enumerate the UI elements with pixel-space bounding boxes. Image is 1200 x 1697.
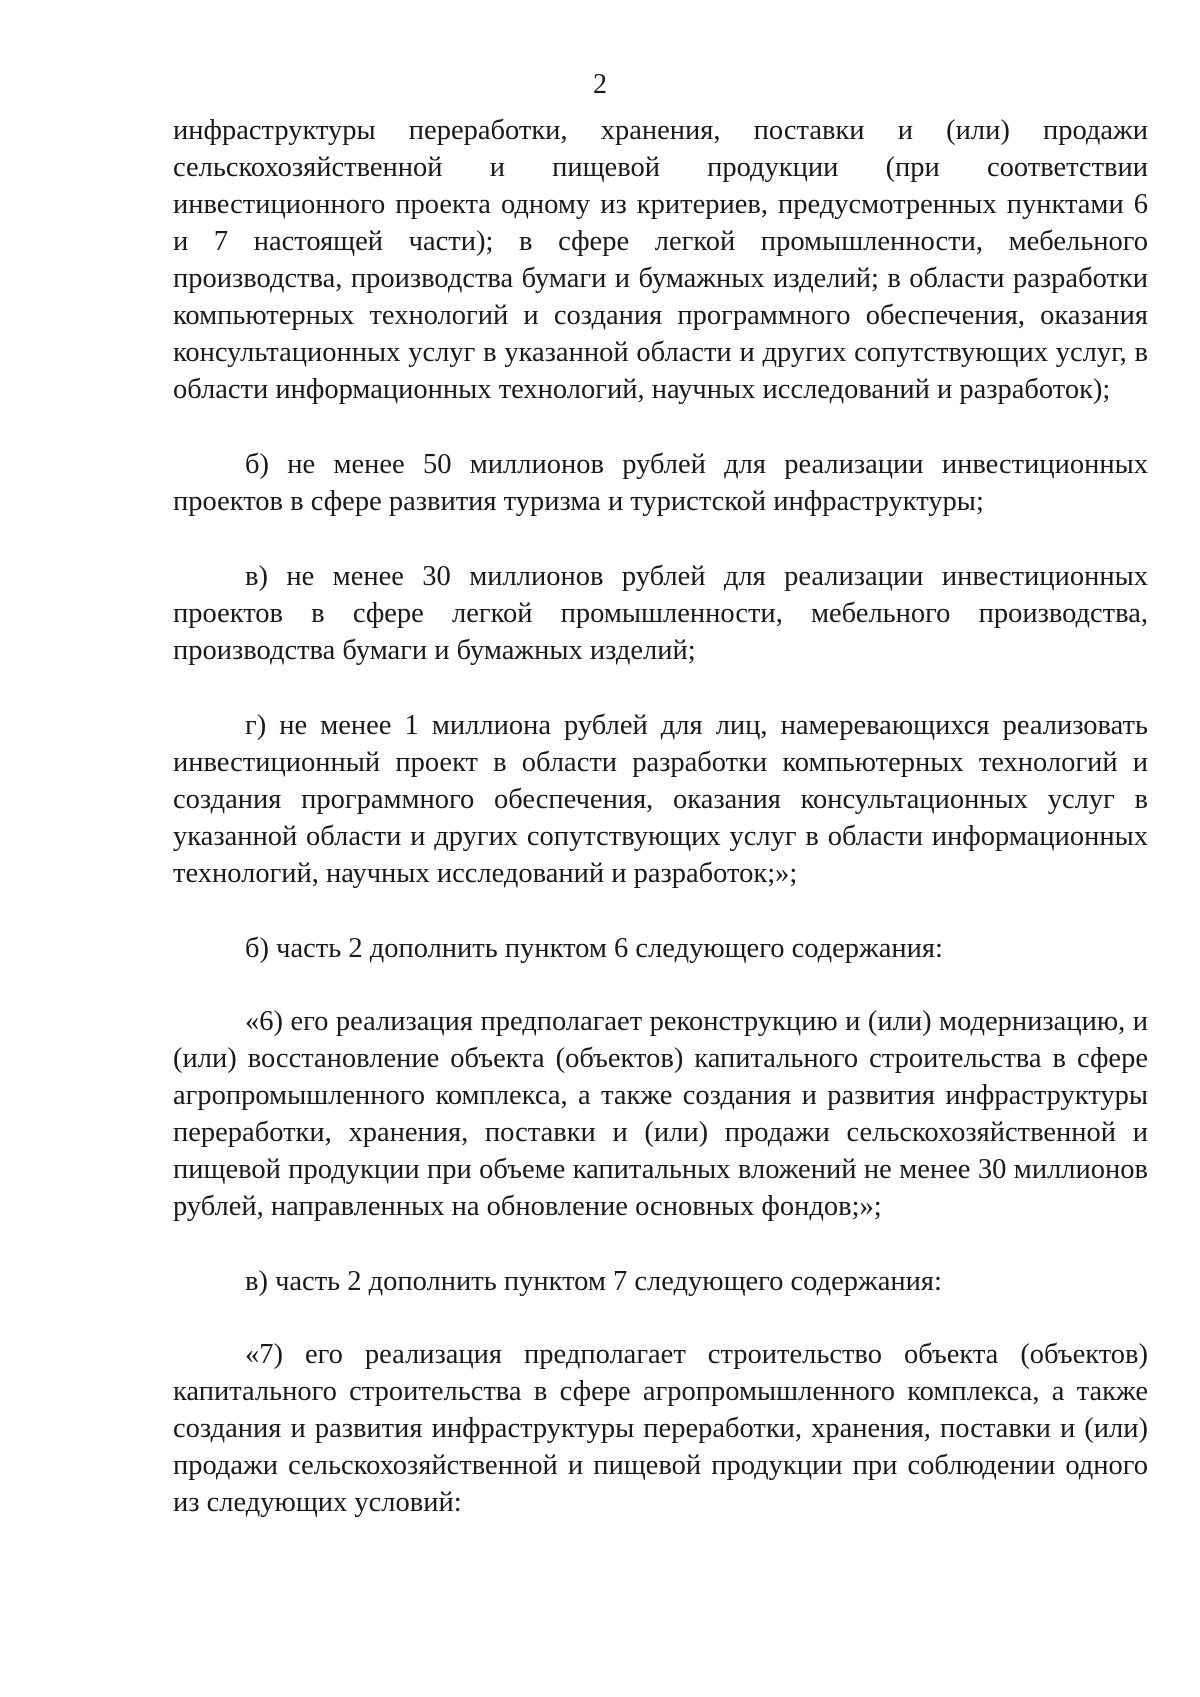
paragraph-item-b-tourism: б) не менее 50 миллионов рублей для реализации инвестиционных проектов в сфере развития туризма и туристской инфраструктуры; <box>173 449 1148 517</box>
paragraph-continuation: инфраструктуры переработки, хранения, поставки и (или) продажи сельскохозяйственной и пищевой продукции (при соответствии инвестиционного проекта одному из критериев, предусмотренных пунктами 6 и 7 настоящей части); в сфере легкой промышленности, мебельного производства, производства бумаги и бумажных изделий; в области разработки компьютерных технологий и создания программного обеспечения, оказания консультационных услуг в указанной области и других сопутствующих услуг, в области информационных технологий, научных исследований и разработок); <box>173 115 1148 405</box>
document-body <box>173 112 1148 1521</box>
paragraph-amendment-point-6: б) часть 2 дополнить пунктом 6 следующего содержания: <box>245 933 943 964</box>
page-number: 2 <box>593 69 607 100</box>
paragraph-item-g-it: г) не менее 1 миллиона рублей для лиц, намеревающихся реализовать инвестиционный проект в области разработки компьютерных технологий и создания программного обеспечения, оказания консультационных услуг в указанной области и других сопутствующих услуг в области информационных технологий, научных исследований и разработок;»; <box>173 710 1148 889</box>
paragraph-amendment-point-7: в) часть 2 дополнить пунктом 7 следующего содержания: <box>245 1266 942 1297</box>
paragraph-item-v-light-industry: в) не менее 30 миллионов рублей для реализации инвестиционных проектов в сфере легкой промышленности, мебельного производства, производства бумаги и бумажных изделий; <box>173 561 1148 666</box>
paragraph-point-7-text: «7) его реализация предполагает строительство объекта (объектов) капитального строительства в сфере агропромышленного комплекса, а также создания и развития инфраструктуры переработки, хранения, поставки и (или) продажи сельскохозяйственной и пищевой продукции при соблюдении одного из следующих условий: <box>173 1339 1148 1518</box>
paragraph-point-6-text: «6) его реализация предполагает реконструкцию и (или) модернизацию, и (или) восстановление объекта (объектов) капитального строительства в сфере агропромышленного комплекса, а также создания и развития инфраструктуры переработки, хранения, поставки и (или) продажи сельскохозяйственной и пищевой продукции при объеме капитальных вложений не менее 30 миллионов рублей, направленных на обновление основных фондов;»; <box>173 1006 1148 1222</box>
